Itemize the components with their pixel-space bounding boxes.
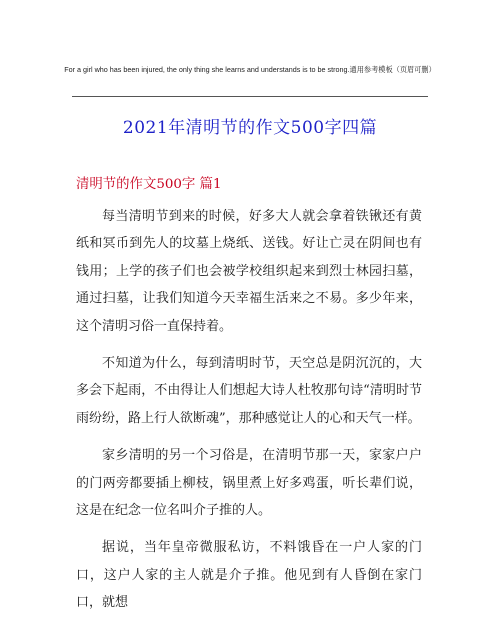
paragraph-3: 家乡清明的另一个习俗是，在清明节那一天，家家户户的门两旁都要插上柳枝，锅里煮上好多鸡蛋，听长辈们说，这是在纪念一位名叫介子推的人。 [76, 448, 422, 519]
document-title: 2021年清明节的作文500字四篇 [122, 118, 378, 138]
paragraph-2: 不知道为什么，每到清明时节，天空总是阴沉沉的，大多会下起雨，不由得让人们想起大诗人杜牧那句诗“清明时节雨纷纷，路上行人欲断魂”，那种感觉让人的心和天气一样。 [76, 356, 422, 426]
page-header-note: For a girl who has been injured, the only thing she learns and understands is to be strong.通用参考模板（页眉可删） [64, 65, 436, 74]
essay-body [76, 203, 422, 627]
header-divider [72, 96, 428, 97]
section-heading: 清明节的作文500字 篇1 [76, 177, 222, 192]
paragraph-1: 每当清明节到来的时候，好多大人就会拿着铁锹还有黄纸和冥币到先人的坟墓上烧纸、送钱。好让亡灵在阴间也有钱用；上学的孩子们也会被学校组织起来到烈士林园扫墓，通过扫墓，让我们知道今天幸福生活来之不易。多少年来，这个清明习俗一直保持着。 [76, 209, 422, 334]
paragraph-4: 据说，当年皇帝微服私访，不料饿昏在一户人家的门口，这户人家的主人就是介子推。他见到有人昏倒在家门口，就想 [76, 540, 422, 611]
